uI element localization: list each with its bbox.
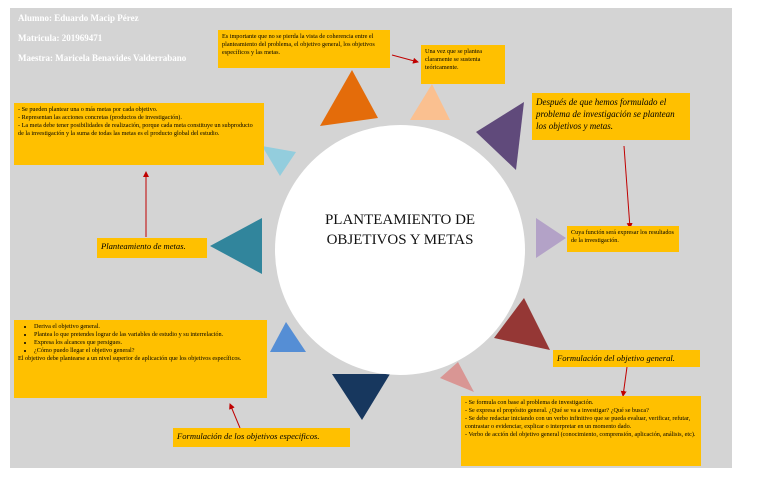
triangle-orange <box>320 70 378 126</box>
arrow-despues-funcion <box>624 146 630 228</box>
general-line: - Se formula con base al problema de investigación. <box>465 399 594 406</box>
box-metas-detail <box>14 103 264 165</box>
center-circle <box>275 125 525 375</box>
especificos-item: • Deriva el objetivo general. <box>34 323 263 331</box>
student-name: Alumno: Eduardo Macip Pérez <box>18 13 139 23</box>
metas-line: - Representan las acciones concretas (productos de investigación). <box>18 114 182 121</box>
teacher-name: Maestra: Maricela Benavides Valderrabano <box>18 53 187 63</box>
especificos-item: • Expresa los alcances que persigues. <box>34 339 263 347</box>
box-coherencia: Es importante que no se pierda la vista de coherencia entre el planteamiento del problema, el objetivo general, los objetivos específicos y las metas. <box>218 30 390 68</box>
especificos-list <box>18 323 263 355</box>
general-line: - Se debe redactar iniciando con un verbo infinitivo que se pueda evaluar, verificar, refutar, contrastar o evidenciar, explicar o interpretar en un momento dado. <box>465 415 691 430</box>
triangle-navy <box>332 374 390 420</box>
box-despues: Después de que hemos formulado el problema de investigación se plantean los objetivos y metas. <box>532 93 690 140</box>
center-title: PLANTEAMIENTO DE OBJETIVOS Y METAS <box>324 212 476 248</box>
label-especificos: Formulación de los objetivos especificos. <box>173 428 350 447</box>
triangle-lavender <box>536 218 566 258</box>
arrow-coherencia-teorico <box>392 55 418 62</box>
box-especificos-detail <box>14 320 267 398</box>
box-general-detail <box>461 396 701 466</box>
arrow-general-down <box>623 367 627 396</box>
box-funcion: Cuya función será expresar los resultados de la investigación. <box>567 226 679 252</box>
especificos-item: • ¿Cómo puedo llegar el objetivo general? <box>34 347 263 355</box>
student-id: Matricula: 201969471 <box>18 33 103 43</box>
triangle-peach <box>410 84 450 120</box>
especificos-item: • Plantea lo que pretendes lograr de las variables de estudio y su interrelación. <box>34 331 263 339</box>
triangle-light-blue <box>262 146 296 176</box>
general-line: - Verbo de acción del objetivo general (conocimiento, comprensión, aplicación, análisis, etc). <box>465 431 696 438</box>
metas-line: - Se pueden plantear una o más metas por cada objetivo. <box>18 106 158 113</box>
label-metas: Planteamiento de metas. <box>97 238 207 258</box>
label-general: Formulación del objetivo general. <box>553 350 700 367</box>
box-teorico: Una vez que se plantea claramente se sustenta teóricamente. <box>421 45 505 84</box>
arrow-especificos-up <box>230 404 240 428</box>
especificos-note: El objetivo debe plantearse a un nivel superior de aplicación que los objetivos específicos. <box>18 355 242 362</box>
triangle-teal <box>210 218 262 274</box>
metas-line: - La meta debe tener posibilidades de realización, porque cada meta constituye un subproducto de la investigación y la suma de todas las metas es el producto global del estudio. <box>18 122 253 137</box>
general-line: - Se expresa el propósito general. ¿Qué se va a investigar? ¿Qué se busca? <box>465 407 649 414</box>
